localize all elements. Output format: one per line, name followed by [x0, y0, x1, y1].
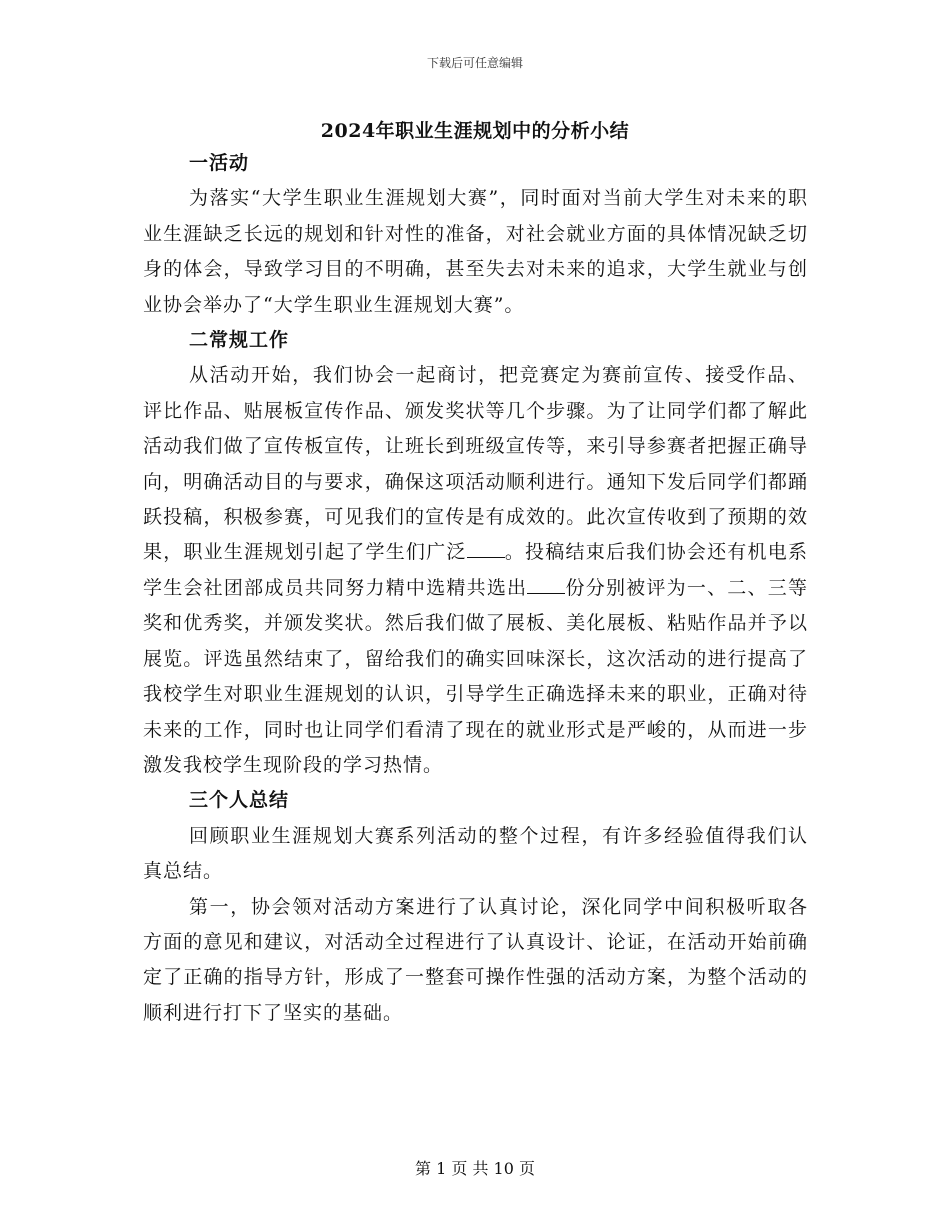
- document-title: 2024年职业生涯规划中的分析小结: [320, 120, 630, 142]
- paragraph-activity: 为落实“大学生职业生涯规划大赛”，同时面对当前大学生对未来的职业生涯缺乏长远的规划和针对性的准备，对社会就业方面的具体情况缺乏切身的体会，导致学习目的不明确，甚至失去对未来的追求，大学生就业与创业协会举办了“大学生职业生涯规划大赛”。: [143, 187, 808, 316]
- paragraph-routine-work-part-2: 。投稿结束后我们协会还有机电系学生会社团部成员共同努力精中选精共选出: [143, 541, 808, 599]
- fill-in-blank-2: [527, 577, 565, 594]
- paragraph-summary-first: 第一，协会领对活动方案进行了认真讨论，深化同学中间积极听取各方面的意见和建议，对活动全过程进行了认真设计、论证，在活动开始前确定了正确的指导方针，形成了一整套可操作性强的活动方案，为整个活动的顺利进行打下了坚实的基础。: [143, 895, 808, 1024]
- paragraph-routine-work-part-1: 从活动开始，我们协会一起商讨，把竞赛定为赛前宣传、接受作品、评比作品、贴展板宣传作品、颁发奖状等几个步骤。为了让同学们都了解此活动我们做了宣传板宣传，让班长到班级宣传等，来引导参赛者把握正确导向，明确活动目的与要求，确保这项活动顺利进行。通知下发后同学们都踊跃投稿，积极参赛，可见我们的宣传是有成效的。此次宣传收到了预期的效果，职业生涯规划引起了学生们广泛: [143, 364, 808, 564]
- section-heading-personal-summary: 三个人总结: [189, 789, 290, 812]
- page-header-note: 下载后可任意编辑: [426, 56, 523, 70]
- page-number-footer: 第 1 页 共 10 页: [415, 1159, 535, 1178]
- paragraph-routine-work: [143, 358, 808, 783]
- section-heading-routine-work: 二常规工作: [189, 329, 290, 352]
- document-body: [143, 146, 808, 1031]
- fill-in-blank-1: [467, 541, 505, 558]
- section-heading-activity: 一活动: [189, 152, 250, 174]
- paragraph-routine-work-part-3: 份分别被评为一、二、三等奖和优秀奖，并颁发奖状。然后我们做了展板、美化展板、粘贴作品并予以展览。评选虽然结束了，留给我们的确实回味深长，这次活动的进行提高了我校学生对职业生涯规划的认识，引导学生正确选择未来的职业，正确对待未来的工作，同时也让同学们看清了现在的就业形式是严峻的，从而进一步激发我校学生现阶段的学习热情。: [143, 576, 808, 776]
- paragraph-summary-intro: 回顾职业生涯规划大赛系列活动的整个过程，有许多经验值得我们认真总结。: [143, 824, 808, 883]
